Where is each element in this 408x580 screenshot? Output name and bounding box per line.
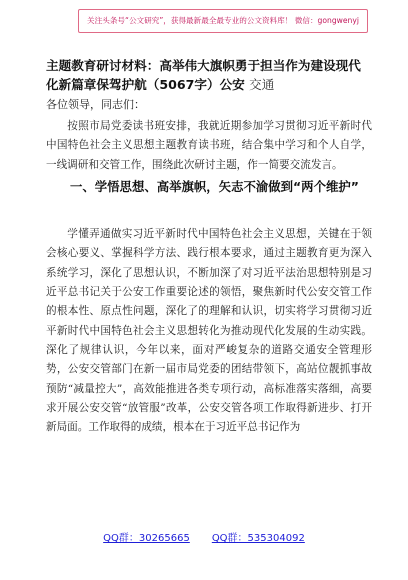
greeting: 各位领导，同志们： bbox=[46, 98, 145, 111]
intro-paragraph bbox=[46, 117, 372, 175]
header-banner: 关注头条号“公文研究”，获得最新最全最专业的公文资料库！ 微信：gongwenyj bbox=[78, 9, 368, 33]
qq-group-link-2[interactable]: QQ群：535304092 bbox=[211, 533, 305, 544]
qq-group-link-1[interactable]: QQ群：30265665 bbox=[103, 533, 190, 544]
document-title bbox=[46, 56, 372, 94]
section-heading bbox=[46, 177, 372, 197]
intro-paragraph-text: 按照市局党委读书班安排，我就近期参加学习贯彻习近平新时代中国特色社会主义思想主题教育读书班，结合集中学习和个人自学，一线调研和交管工作，围绕此次研讨主题，作一简要交流发言。 bbox=[46, 120, 372, 171]
section-heading-text: 一、学悟思想、高举旗帜，矢志不渝做到“两个维护” bbox=[70, 179, 359, 194]
body-paragraph-text: 学懂弄通做实习近平新时代中国特色社会主义思想，关键在于领会核心要义、掌握科学方法、践行根本要求，通过主题教育更为深入系统学习，深化了思想认识，不断加深了对习近平法治思想特别是习近平总书记关于公安工作重要论述的领悟，聚焦新时代公安交管工作的根本性、原点性问题，深化了的理解和认识，切实将学习贯彻习近平新时代中国特色社会主义思想转化为推动现代化发展的生动实践。深化了规律认识，今年以来，面对严峻复杂的道路交通安全管理形势，公安交管部门在新一届市局党委的团结带领下，高站位靓抓事故预防“减量控大”，高效能推进各类专项行动，高标准落实落细，高要求开展公安交管“放管服”改革，公安交管各项工作取得新进步、打开新局面。工作取得的成绩，根本在于习近平总书记作为 bbox=[46, 228, 372, 434]
document-author: 交通 bbox=[249, 77, 275, 92]
body-paragraph bbox=[46, 225, 372, 438]
document-title-text: 主题教育研讨材料：高举伟大旗帜勇于担当作为建设现代化新篇章保驾护航（5067字）公安 bbox=[46, 58, 361, 92]
footer-contact bbox=[0, 532, 408, 546]
